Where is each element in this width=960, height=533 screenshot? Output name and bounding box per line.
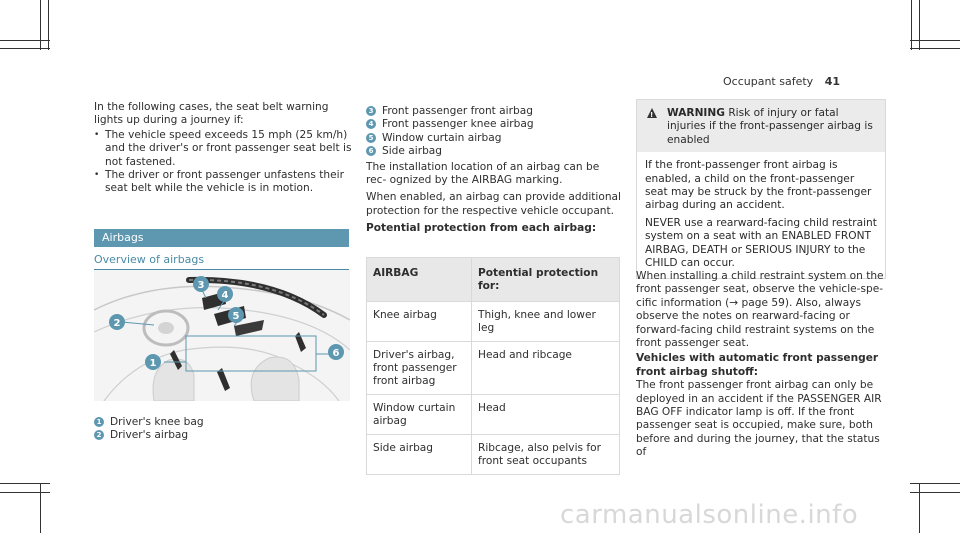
table-cell: Head and ribcage	[472, 342, 620, 395]
crop-mark	[40, 483, 41, 533]
warning-title: Risk of injury or fatal injuries if the front-passenger airbag is enabled	[667, 107, 873, 146]
callout-6	[328, 344, 344, 360]
table-cell: Knee airbag	[367, 302, 472, 342]
callout-number: 2	[113, 318, 121, 329]
table-cell: Side airbag	[367, 435, 472, 475]
bullet-item: • The driver or front passenger unfastens their seat belt while the vehicle is in motion.	[94, 169, 352, 196]
warning-body	[637, 152, 885, 278]
legend-text: Front passenger front airbag	[382, 105, 533, 117]
crop-mark	[0, 40, 50, 41]
table-title: Potential protection from each airbag:	[366, 222, 597, 235]
legend-item	[94, 416, 350, 429]
legend-number: 1	[94, 417, 104, 427]
legend-item	[366, 105, 622, 118]
column-3-text	[636, 270, 884, 460]
table-header-row	[367, 258, 620, 302]
callout-5	[228, 307, 244, 323]
legend-text: Window curtain airbag	[382, 131, 502, 144]
protection-table	[366, 257, 620, 475]
page-number: 41	[824, 75, 840, 88]
legend-text: Front passenger knee airbag	[382, 118, 534, 131]
crop-mark	[0, 483, 50, 484]
callout-3	[193, 276, 209, 292]
table-cell: Head	[472, 395, 620, 435]
legend-item	[366, 132, 622, 145]
crop-mark	[910, 492, 960, 493]
callout-number: 1	[149, 358, 157, 369]
section-title: Airbags	[94, 229, 349, 247]
crop-mark	[0, 48, 50, 49]
crop-mark	[48, 0, 49, 50]
warning-header	[637, 100, 885, 152]
subheading: Vehicles with automatic front passenger front airbag shutoff:	[636, 352, 879, 378]
airbag-illustration	[94, 270, 350, 401]
column-2-text	[366, 105, 622, 236]
table-cell: Ribcage, also pelvis for front seat occupants	[472, 435, 620, 475]
table-row	[367, 435, 620, 475]
crop-mark	[40, 0, 41, 50]
legend-text: Driver's knee bag	[110, 416, 204, 428]
section-name: Occupant safety	[723, 75, 814, 88]
bullet-item: • The vehicle speed exceeds 15 mph (25 km/h) and the driver's or front passenger seat belt is not fastened.	[94, 129, 352, 169]
table-cell: Window curtain airbag	[367, 395, 472, 435]
table-header: AIRBAG	[367, 258, 472, 302]
paragraph: When installing a child restraint system on the front passenger seat, observe the vehicle-spe- cific information (→ page 59). Also, always observe the notes on rearward-facing or forward-facing child restraint systems on the front passenger seat.	[636, 270, 884, 350]
table-row	[367, 395, 620, 435]
crop-mark	[0, 492, 50, 493]
legend-number: 3	[366, 106, 376, 116]
crop-mark	[910, 483, 960, 484]
paragraph: The front passenger front airbag can only be deployed in an accident if the PASSENGER AIR BAG OFF indicator lamp is off. If the front passenger seat is occupied, make sure, both before and during the journey, that the status of	[636, 379, 882, 459]
legend-number: 6	[366, 146, 376, 156]
legend-item	[366, 145, 622, 158]
paragraph: The installation location of an airbag can be rec- ognized by the AIRBAG marking.	[366, 160, 600, 187]
warning-label: WARNING	[667, 107, 725, 119]
callout-number: 6	[332, 348, 340, 359]
callout-number: 4	[221, 290, 229, 301]
table-row	[367, 302, 620, 342]
legend-item	[94, 429, 350, 442]
callout-number: 5	[232, 311, 240, 322]
crop-mark	[919, 0, 920, 50]
column-1-text	[94, 101, 352, 196]
watermark: carmanualsonline.info	[560, 500, 859, 530]
legend-number: 2	[94, 430, 104, 440]
page-header	[723, 75, 840, 88]
warning-paragraph: If the front-passenger front airbag is enabled, a child on the front-passenger seat may be struck by the front-passenger airbag during an accident.	[645, 159, 872, 212]
callout-number: 3	[197, 280, 205, 291]
legend-text: Driver's airbag	[110, 429, 189, 442]
legend-item	[366, 118, 622, 131]
legend-number: 5	[366, 133, 376, 143]
crop-mark	[910, 40, 960, 41]
crop-mark	[919, 483, 920, 533]
warning-icon	[647, 108, 657, 118]
subsection-title: Overview of airbags	[94, 253, 349, 270]
intro-paragraph: In the following cases, the seat belt warning lights up during a journey if:	[94, 101, 329, 127]
paragraph: When enabled, an airbag can provide additional protection for the respective vehicle occupant.	[366, 191, 621, 217]
table-row	[367, 342, 620, 395]
warning-paragraph: NEVER use a rearward-facing child restraint system on a seat with an ENABLED FRONT AIRBAG, DEATH or SERIOUS INJURY to the CHILD can occur.	[645, 216, 877, 270]
table-header: Potential protection for:	[472, 258, 620, 302]
table-cell: Driver's airbag, front passenger front airbag	[367, 342, 472, 395]
callout-2	[109, 314, 125, 330]
crop-mark	[910, 48, 960, 49]
legend-number: 4	[366, 119, 376, 129]
table-cell: Thigh, knee and lower leg	[472, 302, 620, 342]
legend-list-1	[94, 416, 350, 443]
warning-box	[636, 99, 886, 279]
callout-1	[145, 354, 161, 370]
callout-4	[217, 286, 233, 302]
crop-mark	[911, 0, 912, 50]
legend-text: Side airbag	[382, 145, 443, 158]
